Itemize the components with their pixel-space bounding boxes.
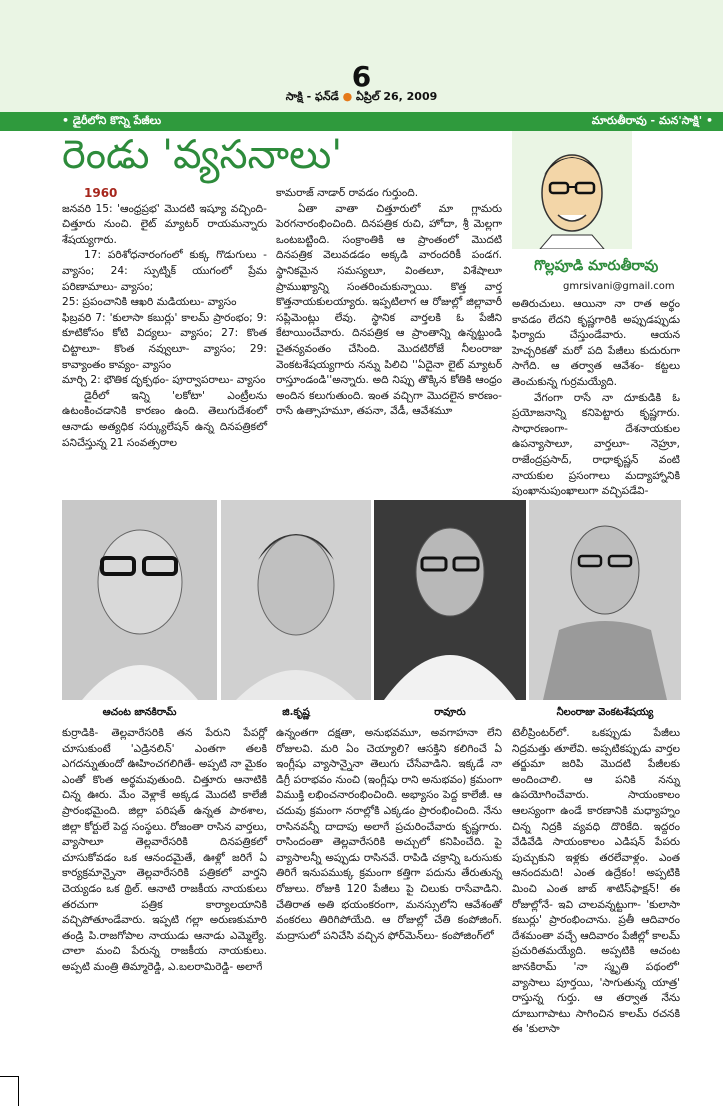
author-name: గొల్లపూడి మారుతీరావు xyxy=(534,258,659,274)
publication-name: సాక్షి - ఫన్‌డే xyxy=(285,90,339,103)
headline: రెండు 'వ్యసనాలు' xyxy=(62,132,343,178)
publication-date: ఏప్రిల్ 26, 2009 xyxy=(356,90,438,103)
dateline xyxy=(0,90,723,106)
strip-left-label: • డైరీలోని కొన్ని పేజీలు xyxy=(62,114,162,127)
photo-neelamraju-venkatasheshayya xyxy=(529,500,681,700)
column-1-top xyxy=(62,186,267,451)
diary-entry: మార్చి 2: భౌతిక దృక్పథం- పూర్వాపరాలు- వ్యాసం xyxy=(62,374,266,387)
bullet-dot-icon: ● xyxy=(342,90,353,103)
author-portrait xyxy=(512,131,632,249)
photo-ravuri xyxy=(374,500,526,700)
column-4-top xyxy=(512,297,680,500)
strip-right-label: మారుతీరావు - మన'సాక్షి' • xyxy=(591,114,713,127)
paragraph: కామరాజ్ నాడార్ రావడం గుర్తుంది. xyxy=(276,187,419,199)
paragraph: ఉన్నంతగా దక్షతా, అనుభవమూ, అవగాహనా లేని రోజులవి. మరి ఏం చెయ్యాలి? ఆసక్తిని కలిగించే ఏ ఇంగ్లీషు వ్యాసాన్నైనా తెలుగు చేసేవాడిని. ఇక్కడే నా డిగ్రీ పరాభవం నుంచి (ఇంగ్లీషు రాని అనుభవం) క్రమంగా విముక్తి లభించనారంభించింది. అభ్యాసం పెద్ద కాలేజీ. ఆ చదువు క్రమంగా నరాల్లోకి ఎక్కడం ప్రారంభించింది. నేను రాసినవన్నీ దాదాపు అలాగే ప్రచురించేవారు కృష్ణగారు. రాసిందంతా తెల్లవారేసరికి అచ్చులో కనిపించేది. పై వ్యాసాలన్నీ అప్పుడు రాసినవే. రాపిడి చక్రాన్ని ఒరుసుకు తిరిగే ఇనుపముక్క క్రమంగా కత్తిగా పదును తేరుతున్న రోజులు. రోజుకి 120 పేజీలు పై చిలుకు రాసేవాడిని. చేతిరాత అతి భయంకరంగా, మనస్సులోని ఆవేశంతో వంకరలు తిరిగిపోయేది. ఆ రోజుల్లో చేతి కంపోజింగ్. మద్రాసులో పనిచేసి వచ్చిన ఫోర్‌మెన్‌లు- కంపోజింగ్‌లో xyxy=(276,727,502,942)
paragraph: కుర్రాడికి- తెల్లవారేసరికి తన పేరుని పేపర్లో చూసుకుంటే 'ఎడ్రినలిన్' ఎంతగా తలకి ఎగదన్నుతుందో ఊహించగలిగితే- అప్పటి నా మైకం ఎంతో కొంత అర్థమవుతుంది. చిత్తూరు ఆనాటికి చిన్న ఊరు. మేం వెళ్లాకే అక్కడ మొదటి కాలేజీ ప్రారంభమైంది. జిల్లా పరిషత్ ఉన్నత పాఠశాల, జిల్లా కోర్టులే పెద్ద సంస్థలు. రోజంతా రాసిన వార్తలు, వ్యాసాలూ తెల్లవారేసరికి దినపత్రికలో చూసుకోవడం ఒక ఆనందమైతే, ఊళ్లో జరిగే ఏ కార్యక్రమాన్నైనా తెల్లవారేసరికి పత్రికలో వార్తని చెయ్యడం ఒక థ్రిల్. ఆనాటి రాజకీయ నాయకులు తరచుగా పత్రిక కార్యాలయానికి వచ్చిపోతూండేవారు. ఇప్పటి గల్లా అరుణకుమారి తండ్రి పి.రాజగోపాల నాయుడు ఆనాడు ఎమ్మెల్యే. చాలా మంచి పేరున్న రాజకీయ నాయకులు. అప్పటి మంత్రి తిమ్మారెడ్డి, ఎ.బలరామిరెడ్డి- అలాగే xyxy=(62,727,267,973)
diary-entry: 17: పరిశోధనారంగంలో కుక్క గొడుగులు - వ్యాసం; 24: స్పుట్నిక్ యుగంలో ప్రేమ పరిణామాలు- వ్యాసం; xyxy=(62,249,267,293)
paragraph: అతిరుచులు. ఆయినా నా రాత అర్థం కావడం లేదని కృష్ణగారికి అప్పుడప్పుడు ఫిర్యాదు చేస్తుండేవారు. ఆయన హెచ్చరికతో మరో పది పేజీలు కుదురుగా సాగేది. ఆ తర్వాత ఆవేశం- కట్టలు తెంచుకున్న గుర్రమయ్యేది. xyxy=(512,298,680,388)
diary-entry: జనవరి 15: 'ఆంధ్రప్రభ' మొదటి ఇష్యూ వచ్చింది- చిత్తూరు నుంచి. లైట్ మ్యాటర్ రాయమన్నారు శేషయ్యగారు. xyxy=(62,202,267,246)
photo-achanta-janakiram xyxy=(62,500,217,700)
author-email[interactable]: gmrsivani@gmail.com xyxy=(563,281,675,292)
photo-caption: ఆచంట జానకిరామ్ xyxy=(102,707,177,718)
year-heading: 1960 xyxy=(84,186,118,200)
photo-caption: రావూరు xyxy=(434,707,466,718)
paragraph: డైరీలో ఇన్ని 'లకోటా' ఎంట్రీలను ఉటంకించడానికి కారణం ఉంది. తెలుగుదేశంలో ఆనాడు అత్యధిక సర్క్యులేషన్ ఉన్న దినపత్రికలో పనిచేస్తున్న 21 సంవత్సరాల xyxy=(62,389,267,449)
paragraph: టెలీప్రింటర్‌లో. ఒకప్పుడు పేజీలు నిద్రమత్తు తూలేవి. అప్పటికప్పుడు వార్తల తర్జుమా జరిపి మొదటి పేజీలకు అందించాలి. ఆ పనికి నన్ను ఉపయోగించేవారు. సాయంకాలం ఆలస్యంగా ఉండే కారణానికి మధ్యాహ్నం చిన్న నిద్రకి వ్యవధి దొరికేది. ఇద్దరం వేడివేడి సాయంకాలం ఎడిషన్ పేపరు పుచ్చుకుని ఇళ్లకు తరలేవాళ్లం. ఎంత ఆనందమది! ఎంత ఉద్రేకం! అప్పటికి మించి ఎంత జాబ్ శాటిస్‌ఫాక్షన్! ఈ రోజుల్లోనే- ఇవి చాలవన్నట్టుగా- 'కులాసా కబుర్లు' ప్రారంభించాను. ప్రతీ ఆదివారం దేశమంతా వచ్చే ఆదివారం పేజీల్లో కాలమ్ ప్రచురితమయ్యేది. అప్పటికి ఆచంట జానకిరామ్ 'నా స్మృతి పథంలో' వ్యాసాలు పూర్తయి, 'సాగుతున్న యాత్ర' రాస్తున్న గుర్తు. ఆ తర్వాత నేను దూబుగాపాటు సాగించిన కాలమ్ రచనకి ఈ 'కులాసా xyxy=(512,727,680,1036)
paragraph: ఏతా వాతా చిత్తూరులో మా గ్లామరు పెరగనారంభించింది. దినపత్రిక రుచి, హోదా, శ్రీ మెల్లగా ఒంటబట్టింది. సంక్రాంతికి ఆ ప్రాంతంలో మొదటి దినపత్రిక వెలువడడం అక్కడి వారందరికీ పండగ. స్థానికమైన సమస్యలూ, వింతలూ, విశేషాలూ ప్రాముఖ్యాన్ని సంతరించుకున్నాయి. కొత్త వార్త కొత్తనాయకులయ్యారు. ఇప్పటిలాగ ఆ రోజుల్లో జిల్లావారీ సప్లిమెంట్లు లేవు. స్థానిక వార్తలకి ఓ పేజీని కేటాయించేవారు. దినపత్రిక ఆ ప్రాంతాన్ని ఉన్నట్టుండి చైతన్యవంతం చేసింది. మొదటిరోజే నీలంరాజు వెంకటశేషయ్యగారు నన్ను పిలిచి ''ఏదైనా లైట్ మ్యాటర్ రాస్తూండండి''అన్నారు. అది నిప్పు తొక్కిన కోతికి ఆంధ్రం అందిన కలుగుతుంది. ఇంత వచ్చిగా మొదలైన కారణం- రాసే ఉత్సాహమూ, తపనా, వేడీ, ఆవేశమూ xyxy=(276,202,502,418)
paragraph: వేగంగా రాసే నా దూకుడికి ఓ ప్రయోజనాన్ని కనిపెట్టారు కృష్ణగారు. సాధారణంగా- దేశనాయకుల ఉపన్యాసాలూ, వార్తలూ- నెహ్రూ, రాజేంద్రప్రసాద్, రాధాకృష్ణన్ వంటి నాయకుల ప్రసంగాలు మద్యాహ్నానికి పుంఖానుపుంఖాలుగా వచ్చిపడేవి- xyxy=(512,391,680,498)
page-number: 6 xyxy=(351,60,372,93)
photo-g-krishna xyxy=(221,500,371,700)
photo-caption: జి.కృష్ణ xyxy=(282,707,310,718)
photo-caption: నీలంరాజు వెంకటశేషయ్య xyxy=(556,707,654,718)
column-2-bottom xyxy=(276,726,502,944)
diary-entry: 25: ప్రపంచానికి ఆఖరి మడియలు- వ్యాసం xyxy=(62,296,237,309)
section-strip xyxy=(0,112,723,131)
column-3-bottom xyxy=(512,726,680,1038)
diary-entry: ఫిబ్రవరి 7: 'కులాసా కబుర్లు' కాలమ్ ప్రారంభం; 9: కూటికోసం కోటి విద్యలు- వ్యాసం; 27: కొంత చిట్టాలూ- కొంత నవ్వులూ- వ్యాసం; 29: కావ్యాంతం కావ్యం- వ్యాసం xyxy=(62,311,267,371)
column-1-bottom xyxy=(62,726,267,976)
column-2-top xyxy=(276,186,502,420)
author-caricature-icon xyxy=(512,131,632,249)
